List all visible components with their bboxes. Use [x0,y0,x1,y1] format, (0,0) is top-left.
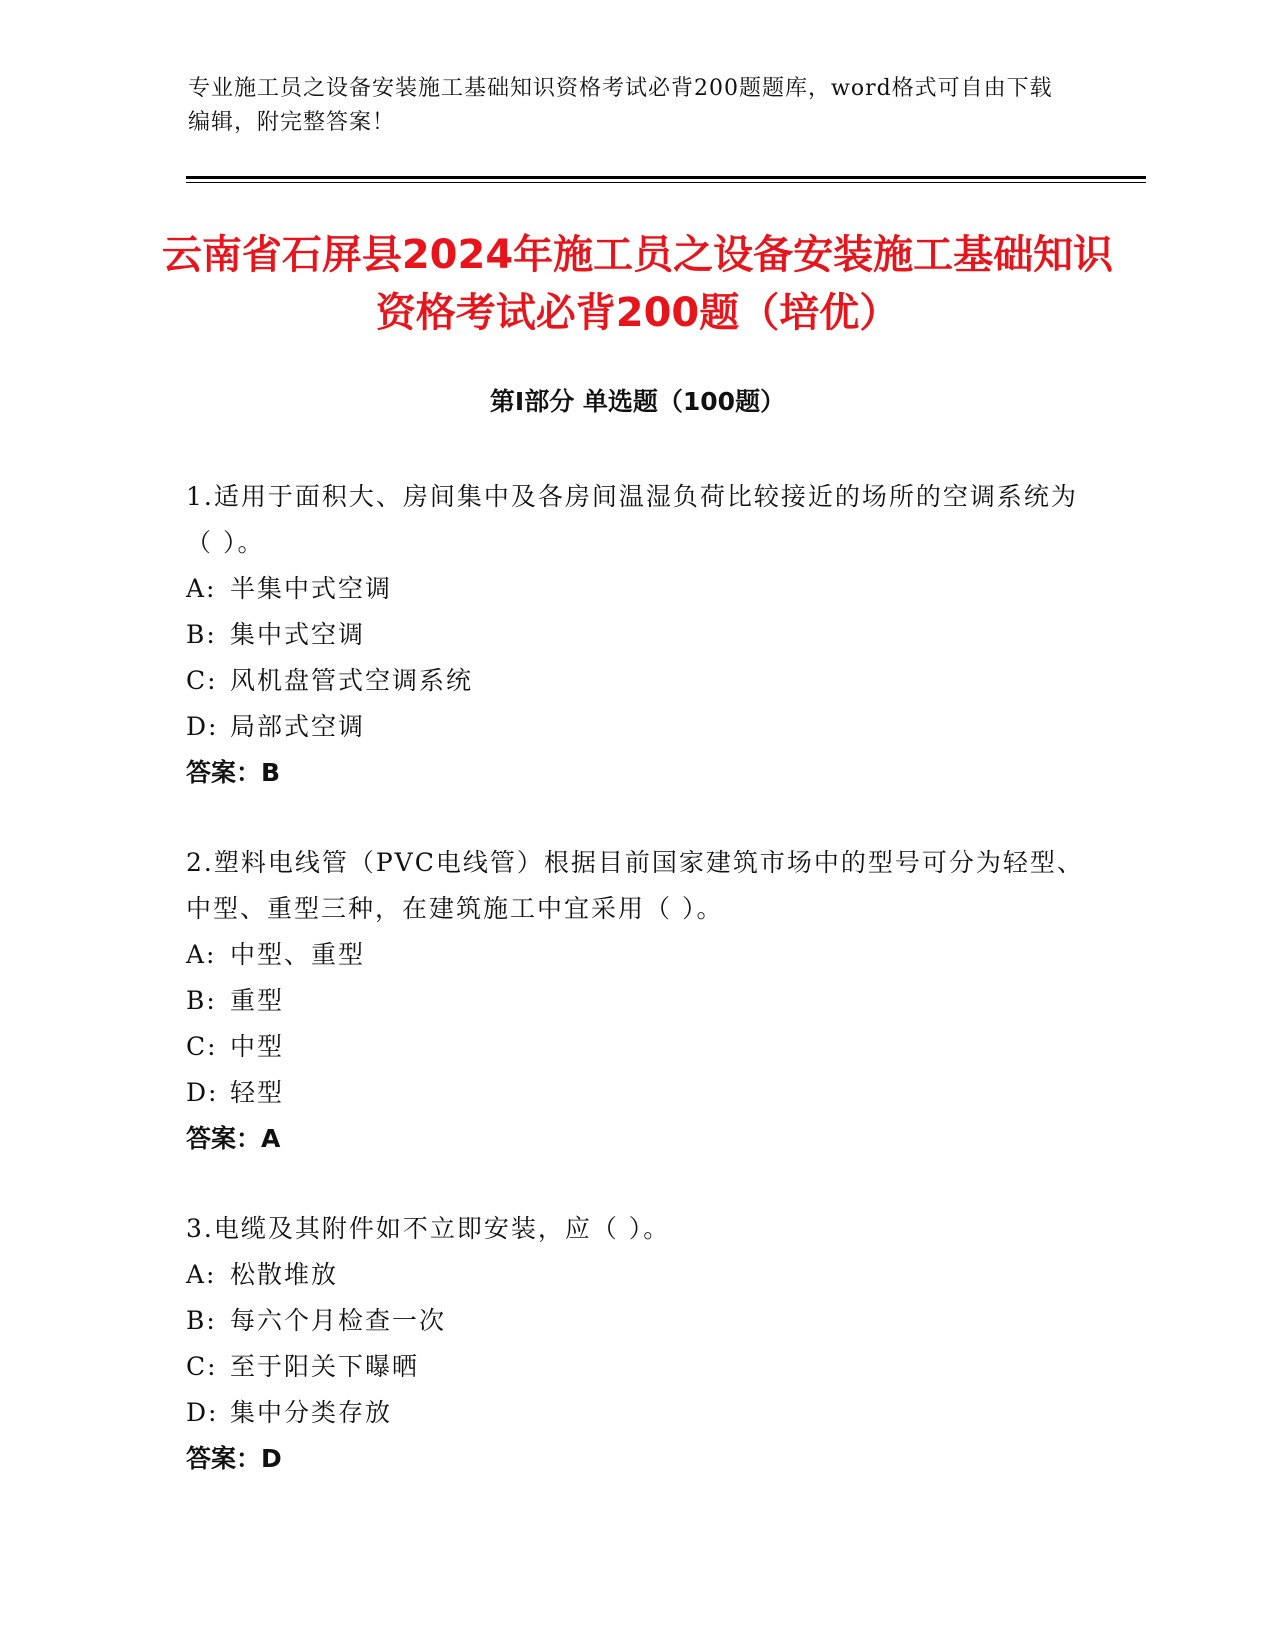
option-text: 局部式空调 [230,712,366,741]
option-letter: C: [186,1032,218,1061]
option-text: 中型、重型 [230,940,366,969]
option-letter: D: [186,1398,219,1427]
option-a [186,1252,1086,1298]
document-title: 云南省石屏县2024年施工员之设备安装施工基础知识资格考试必背200题（培优） [161,232,1114,336]
option-text: 风机盘管式空调系统 [230,666,474,695]
answer: 答案：D [186,1444,282,1473]
option-letter: B: [186,1306,217,1335]
header-rule-thick [186,176,1146,179]
header-note: 专业施工员之设备安装施工基础知识资格考试必背200题题库，word格式可自由下载编辑，附完整答案！ [188,76,1053,135]
option-text: 每六个月检查一次 [230,1306,447,1335]
option-b [186,1298,1086,1344]
option-text: 集中分类存放 [230,1398,393,1427]
option-c [186,1024,1086,1070]
option-a [186,566,1086,612]
question-1 [186,474,1086,796]
option-text: 重型 [230,986,285,1015]
option-text: 半集中式空调 [230,574,393,603]
header-rule-thin [186,182,1146,183]
option-letter: A: [186,940,217,969]
option-letter: D: [186,1078,219,1107]
question-stem: 1.适用于面积大、房间集中及各房间温湿负荷比较接近的场所的空调系统为（ ）。 [186,482,1078,557]
option-letter: C: [186,666,218,695]
option-text: 至于阳关下曝晒 [230,1352,420,1381]
option-text: 轻型 [230,1078,285,1107]
option-b [186,612,1086,658]
question-2 [186,840,1086,1162]
option-letter: C: [186,1352,218,1381]
option-letter: B: [186,620,217,649]
option-c [186,658,1086,704]
option-d [186,1070,1086,1116]
option-c [186,1344,1086,1390]
option-text: 集中式空调 [230,620,366,649]
question-stem: 2.塑料电线管（PVC电线管）根据目前国家建筑市场中的型号可分为轻型、中型、重型三种，在建筑施工中宜采用（ ）。 [186,848,1084,923]
section-heading: 第I部分 单选题（100题） [489,387,786,416]
option-letter: D: [186,712,219,741]
question-list [186,474,1086,1526]
answer: 答案：A [186,1124,281,1153]
option-text: 松散堆放 [230,1260,339,1289]
option-text: 中型 [230,1032,285,1061]
option-letter: A: [186,574,217,603]
answer: 答案：B [186,758,281,787]
question-stem: 3.电缆及其附件如不立即安装，应（ ）。 [186,1214,671,1243]
option-letter: A: [186,1260,217,1289]
option-a [186,932,1086,978]
question-3 [186,1206,1086,1482]
option-d [186,704,1086,750]
option-d [186,1390,1086,1436]
option-b [186,978,1086,1024]
option-letter: B: [186,986,217,1015]
